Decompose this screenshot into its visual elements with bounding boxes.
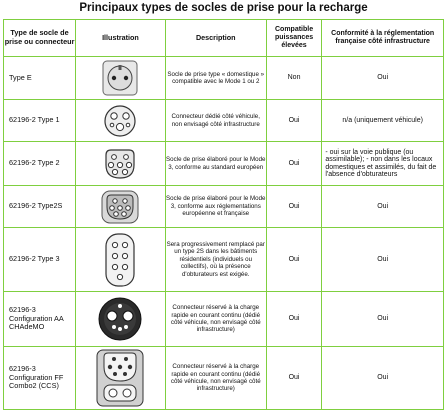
table-row (4, 228, 444, 292)
conformite-cell: Oui (322, 57, 444, 100)
conformite-cell: Oui (322, 186, 444, 228)
illustration-cell (76, 292, 166, 347)
type-cell: 62196-3 Configuration FF Combo2 (CCS) (4, 347, 76, 410)
table-row (4, 186, 444, 228)
conformite-cell: n/a (uniquement véhicule) (322, 100, 444, 142)
table-row (4, 347, 444, 410)
type-cell: 62196-3 Configuration AA CHAdeMO (4, 292, 76, 347)
description-cell: Sera progressivement remplacé par un type 2S dans les bâtiments résidentiels (individuels ou collectifs), où la présence d'obturateurs est exigée. (165, 228, 266, 292)
header-type: Type de socle de prise ou connecteur (4, 20, 76, 57)
illustration-cell (76, 100, 166, 142)
socket-types-table (3, 19, 444, 410)
compatible-cell: Oui (266, 228, 322, 292)
header-conformite: Conformité à la réglementation française côté infrastructure (322, 20, 444, 57)
type-2s-socket-icon (101, 190, 139, 224)
compatible-cell: Oui (266, 142, 322, 186)
illustration-cell (76, 186, 166, 228)
compatible-cell: Oui (266, 292, 322, 347)
type-cell: 62196-2 Type 2 (4, 142, 76, 186)
type-3-socket-icon (104, 232, 136, 288)
type-cell: 62196-2 Type2S (4, 186, 76, 228)
type-e-socket-icon (100, 60, 140, 96)
conformite-cell: Oui (322, 292, 444, 347)
illustration-cell (76, 57, 166, 100)
description-cell: Connecteur dédié côté véhicule, non envisagé côté infrastructure (165, 100, 266, 142)
conformite-cell: Oui (322, 228, 444, 292)
table-row (4, 57, 444, 100)
table-row (4, 142, 444, 186)
compatible-cell: Oui (266, 100, 322, 142)
description-cell: Socle de prise élaboré pour le Mode 3, conforme aux réglementations européenne et française (165, 186, 266, 228)
type-2-socket-icon (102, 147, 138, 181)
compatible-cell: Non (266, 57, 322, 100)
page-title: Principaux types de socles de prise pour la recharge (79, 2, 368, 14)
header-compatible: Compatible puissances élevées (266, 20, 322, 57)
compatible-cell: Oui (266, 186, 322, 228)
description-cell: Socle de prise type « domestique » compatible avec le Mode 1 ou 2 (165, 57, 266, 100)
description-cell: Socle de prise élaboré pour le Mode 3, conforme au standard européen (165, 142, 266, 186)
table-row (4, 100, 444, 142)
description-cell: Connecteur réservé à la charge rapide en courant continu (dédié côté véhicule, non envisagé côté infrastructure) (165, 292, 266, 347)
type-cell: Type E (4, 57, 76, 100)
table-row (4, 292, 444, 347)
compatible-cell: Oui (266, 347, 322, 410)
type-cell: 62196-2 Type 1 (4, 100, 76, 142)
header-illustration: Illustration (76, 20, 166, 57)
conformite-cell: - oui sur la voie publique (ou assimilable); - non dans les locaux domestiques et assimilés, du fait de l'absence d'obturateurs (322, 142, 444, 186)
illustration-cell (76, 228, 166, 292)
type-1-connector-icon (103, 104, 137, 138)
chademo-connector-icon (97, 296, 143, 342)
illustration-cell (76, 142, 166, 186)
header-description: Description (165, 20, 266, 57)
description-cell: Connecteur réservé à la charge rapide en courant continu (dédié côté véhicule, non envisagé côté infrastructure) (165, 347, 266, 410)
table-header-row (4, 20, 444, 57)
conformite-cell: Oui (322, 347, 444, 410)
combo2-ccs-connector-icon (96, 349, 144, 407)
type-cell: 62196-2 Type 3 (4, 228, 76, 292)
illustration-cell (76, 347, 166, 410)
